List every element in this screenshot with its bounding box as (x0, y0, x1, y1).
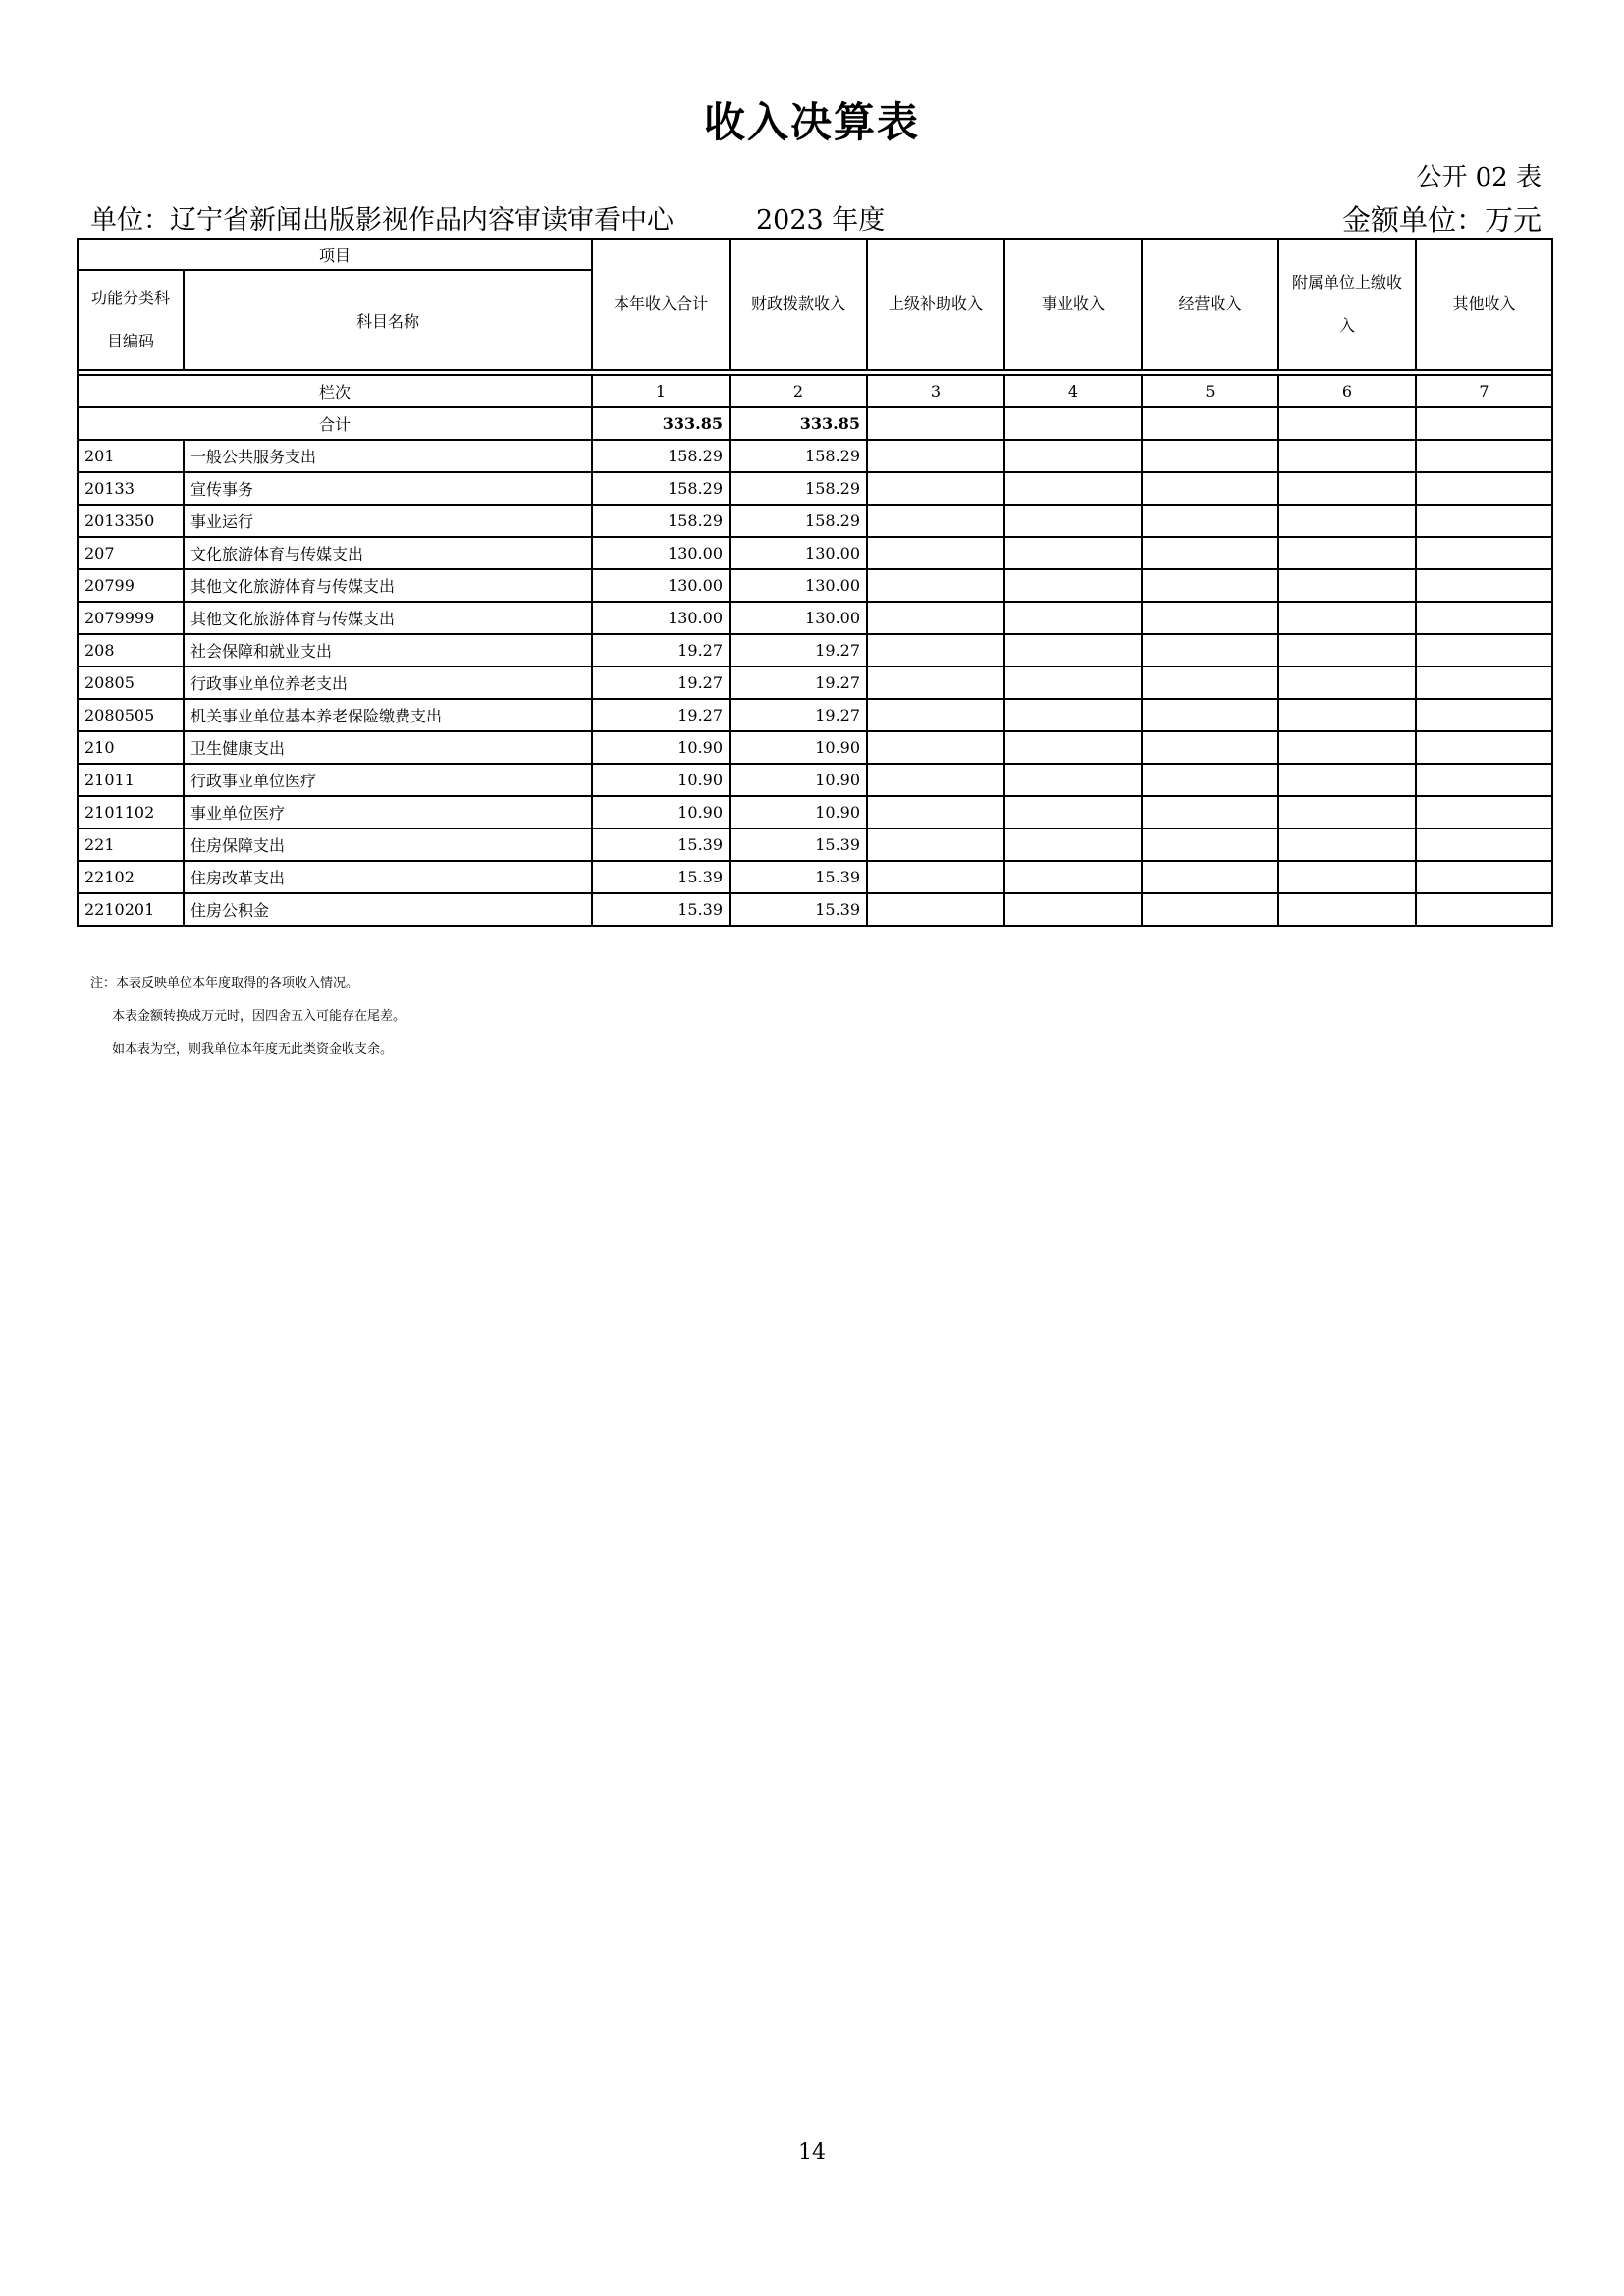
column-index-4: 4 (1004, 375, 1142, 407)
table-row (78, 537, 1552, 569)
table-row (78, 472, 1552, 505)
row-fiscal: 130.00 (730, 569, 867, 602)
row-code: 2210201 (78, 893, 184, 926)
row-code: 2080505 (78, 699, 184, 731)
table-row (78, 828, 1552, 861)
row-affiliated (1278, 667, 1416, 699)
row-superior-subsidy (867, 667, 1004, 699)
row-code: 2079999 (78, 602, 184, 634)
header-code: 功能分类科目编码 (78, 270, 184, 370)
row-operating (1142, 569, 1278, 602)
row-superior-subsidy (867, 569, 1004, 602)
row-fiscal: 19.27 (730, 634, 867, 667)
row-operating (1142, 602, 1278, 634)
row-total: 158.29 (592, 505, 730, 537)
row-other (1416, 505, 1552, 537)
column-index-6: 6 (1278, 375, 1416, 407)
footnote: 如本表为空，则我单位本年度无此类资金收支余。 (112, 1042, 394, 1057)
row-superior-subsidy (867, 440, 1004, 472)
table-row (78, 861, 1552, 893)
row-affiliated (1278, 602, 1416, 634)
row-other (1416, 764, 1552, 796)
row-code: 208 (78, 634, 184, 667)
row-superior-subsidy (867, 764, 1004, 796)
table-row (78, 602, 1552, 634)
row-other (1416, 731, 1552, 764)
row-other (1416, 569, 1552, 602)
row-name: 住房改革支出 (184, 861, 592, 893)
footnote: 注：本表反映单位本年度取得的各项收入情况。 (90, 976, 359, 990)
row-business (1004, 731, 1142, 764)
row-superior-subsidy (867, 537, 1004, 569)
total-value: 333.85 (592, 407, 730, 440)
table-row (78, 440, 1552, 472)
row-business (1004, 569, 1142, 602)
page-title: 收入决算表 (703, 98, 920, 146)
total-label: 合计 (78, 407, 592, 440)
table-row (78, 796, 1552, 828)
row-superior-subsidy (867, 699, 1004, 731)
total-value (1278, 407, 1416, 440)
page-number: 14 (798, 2140, 826, 2164)
row-total: 15.39 (592, 893, 730, 926)
row-operating (1142, 893, 1278, 926)
row-name: 社会保障和就业支出 (184, 634, 592, 667)
row-business (1004, 796, 1142, 828)
column-index-label: 栏次 (78, 375, 592, 407)
row-other (1416, 667, 1552, 699)
column-index-3: 3 (867, 375, 1004, 407)
row-business (1004, 828, 1142, 861)
row-operating (1142, 764, 1278, 796)
header-col-other: 其他收入 (1416, 239, 1552, 370)
header-name: 科目名称 (184, 270, 592, 370)
row-name: 事业运行 (184, 505, 592, 537)
row-code: 2101102 (78, 796, 184, 828)
row-name: 行政事业单位医疗 (184, 764, 592, 796)
row-total: 130.00 (592, 569, 730, 602)
row-code: 2013350 (78, 505, 184, 537)
row-operating (1142, 667, 1278, 699)
row-affiliated (1278, 764, 1416, 796)
row-affiliated (1278, 699, 1416, 731)
reporting-unit: 单位：辽宁省新闻出版影视作品内容审读审看中心 (90, 205, 674, 236)
row-affiliated (1278, 505, 1416, 537)
row-affiliated (1278, 796, 1416, 828)
row-other (1416, 861, 1552, 893)
row-fiscal: 15.39 (730, 861, 867, 893)
row-total: 10.90 (592, 796, 730, 828)
row-other (1416, 537, 1552, 569)
row-affiliated (1278, 537, 1416, 569)
row-total: 130.00 (592, 602, 730, 634)
row-business (1004, 472, 1142, 505)
row-total: 158.29 (592, 440, 730, 472)
row-fiscal: 158.29 (730, 472, 867, 505)
total-value (1142, 407, 1278, 440)
row-total: 158.29 (592, 472, 730, 505)
row-total: 15.39 (592, 828, 730, 861)
row-total: 10.90 (592, 764, 730, 796)
row-operating (1142, 861, 1278, 893)
row-other (1416, 699, 1552, 731)
fiscal-year: 2023 年度 (756, 205, 886, 236)
row-superior-subsidy (867, 828, 1004, 861)
header-project: 项目 (78, 239, 592, 270)
row-superior-subsidy (867, 634, 1004, 667)
total-value (867, 407, 1004, 440)
row-code: 207 (78, 537, 184, 569)
total-value (1416, 407, 1552, 440)
row-name: 机关事业单位基本养老保险缴费支出 (184, 699, 592, 731)
row-other (1416, 796, 1552, 828)
row-business (1004, 764, 1142, 796)
row-superior-subsidy (867, 861, 1004, 893)
row-fiscal: 19.27 (730, 699, 867, 731)
row-code: 20805 (78, 667, 184, 699)
table-row (78, 569, 1552, 602)
total-value (1004, 407, 1142, 440)
row-other (1416, 602, 1552, 634)
row-affiliated (1278, 634, 1416, 667)
row-affiliated (1278, 893, 1416, 926)
row-fiscal: 15.39 (730, 828, 867, 861)
row-affiliated (1278, 828, 1416, 861)
column-index-row (78, 375, 1552, 407)
table-row (78, 667, 1552, 699)
row-code: 210 (78, 731, 184, 764)
row-affiliated (1278, 731, 1416, 764)
row-business (1004, 537, 1142, 569)
row-affiliated (1278, 569, 1416, 602)
row-total: 19.27 (592, 699, 730, 731)
table-row (78, 893, 1552, 926)
row-other (1416, 472, 1552, 505)
row-fiscal: 130.00 (730, 602, 867, 634)
column-index-2: 2 (730, 375, 867, 407)
income-statement-table (77, 238, 1553, 927)
row-fiscal: 19.27 (730, 667, 867, 699)
header-col-fiscal: 财政拨款收入 (730, 239, 867, 370)
column-index-1: 1 (592, 375, 730, 407)
row-affiliated (1278, 472, 1416, 505)
row-superior-subsidy (867, 602, 1004, 634)
row-total: 15.39 (592, 861, 730, 893)
header-row-project (78, 239, 1552, 270)
row-operating (1142, 634, 1278, 667)
row-business (1004, 861, 1142, 893)
row-operating (1142, 828, 1278, 861)
row-operating (1142, 505, 1278, 537)
form-number: 公开 02 表 (1416, 163, 1542, 192)
row-operating (1142, 796, 1278, 828)
row-code: 20799 (78, 569, 184, 602)
total-row (78, 407, 1552, 440)
footnote: 本表金额转换成万元时，因四舍五入可能存在尾差。 (112, 1009, 406, 1024)
footnotes (90, 967, 406, 1067)
row-operating (1142, 731, 1278, 764)
row-fiscal: 10.90 (730, 796, 867, 828)
row-other (1416, 828, 1552, 861)
table-row (78, 634, 1552, 667)
row-business (1004, 634, 1142, 667)
amount-unit: 金额单位：万元 (1341, 203, 1542, 237)
row-operating (1142, 699, 1278, 731)
row-superior-subsidy (867, 472, 1004, 505)
header-col-superior-subsidy: 上级补助收入 (867, 239, 1004, 370)
row-operating (1142, 440, 1278, 472)
row-fiscal: 130.00 (730, 537, 867, 569)
header-col-affiliated: 附属单位上缴收入 (1278, 239, 1416, 370)
row-operating (1142, 472, 1278, 505)
row-superior-subsidy (867, 796, 1004, 828)
row-business (1004, 893, 1142, 926)
row-other (1416, 440, 1552, 472)
row-superior-subsidy (867, 505, 1004, 537)
column-index-5: 5 (1142, 375, 1278, 407)
row-business (1004, 602, 1142, 634)
row-name: 卫生健康支出 (184, 731, 592, 764)
row-fiscal: 158.29 (730, 505, 867, 537)
row-code: 22102 (78, 861, 184, 893)
row-code: 221 (78, 828, 184, 861)
column-index-7: 7 (1416, 375, 1552, 407)
table-row (78, 505, 1552, 537)
row-business (1004, 699, 1142, 731)
table-row (78, 699, 1552, 731)
row-code: 201 (78, 440, 184, 472)
row-code: 20133 (78, 472, 184, 505)
row-fiscal: 10.90 (730, 764, 867, 796)
row-name: 住房公积金 (184, 893, 592, 926)
row-other (1416, 634, 1552, 667)
row-other (1416, 893, 1552, 926)
row-superior-subsidy (867, 893, 1004, 926)
row-business (1004, 505, 1142, 537)
row-total: 19.27 (592, 667, 730, 699)
row-total: 130.00 (592, 537, 730, 569)
table-row (78, 731, 1552, 764)
row-business (1004, 667, 1142, 699)
row-total: 19.27 (592, 634, 730, 667)
table-row (78, 764, 1552, 796)
row-name: 住房保障支出 (184, 828, 592, 861)
row-operating (1142, 537, 1278, 569)
row-name: 宣传事务 (184, 472, 592, 505)
total-value: 333.85 (730, 407, 867, 440)
row-name: 文化旅游体育与传媒支出 (184, 537, 592, 569)
header-col-operating: 经营收入 (1142, 239, 1278, 370)
row-name: 行政事业单位养老支出 (184, 667, 592, 699)
row-fiscal: 15.39 (730, 893, 867, 926)
row-fiscal: 10.90 (730, 731, 867, 764)
row-code: 21011 (78, 764, 184, 796)
row-name: 其他文化旅游体育与传媒支出 (184, 602, 592, 634)
row-name: 一般公共服务支出 (184, 440, 592, 472)
row-business (1004, 440, 1142, 472)
header-col-total: 本年收入合计 (592, 239, 730, 370)
row-name: 事业单位医疗 (184, 796, 592, 828)
row-affiliated (1278, 440, 1416, 472)
row-name: 其他文化旅游体育与传媒支出 (184, 569, 592, 602)
row-superior-subsidy (867, 731, 1004, 764)
header-col-business: 事业收入 (1004, 239, 1142, 370)
row-total: 10.90 (592, 731, 730, 764)
row-affiliated (1278, 861, 1416, 893)
row-fiscal: 158.29 (730, 440, 867, 472)
